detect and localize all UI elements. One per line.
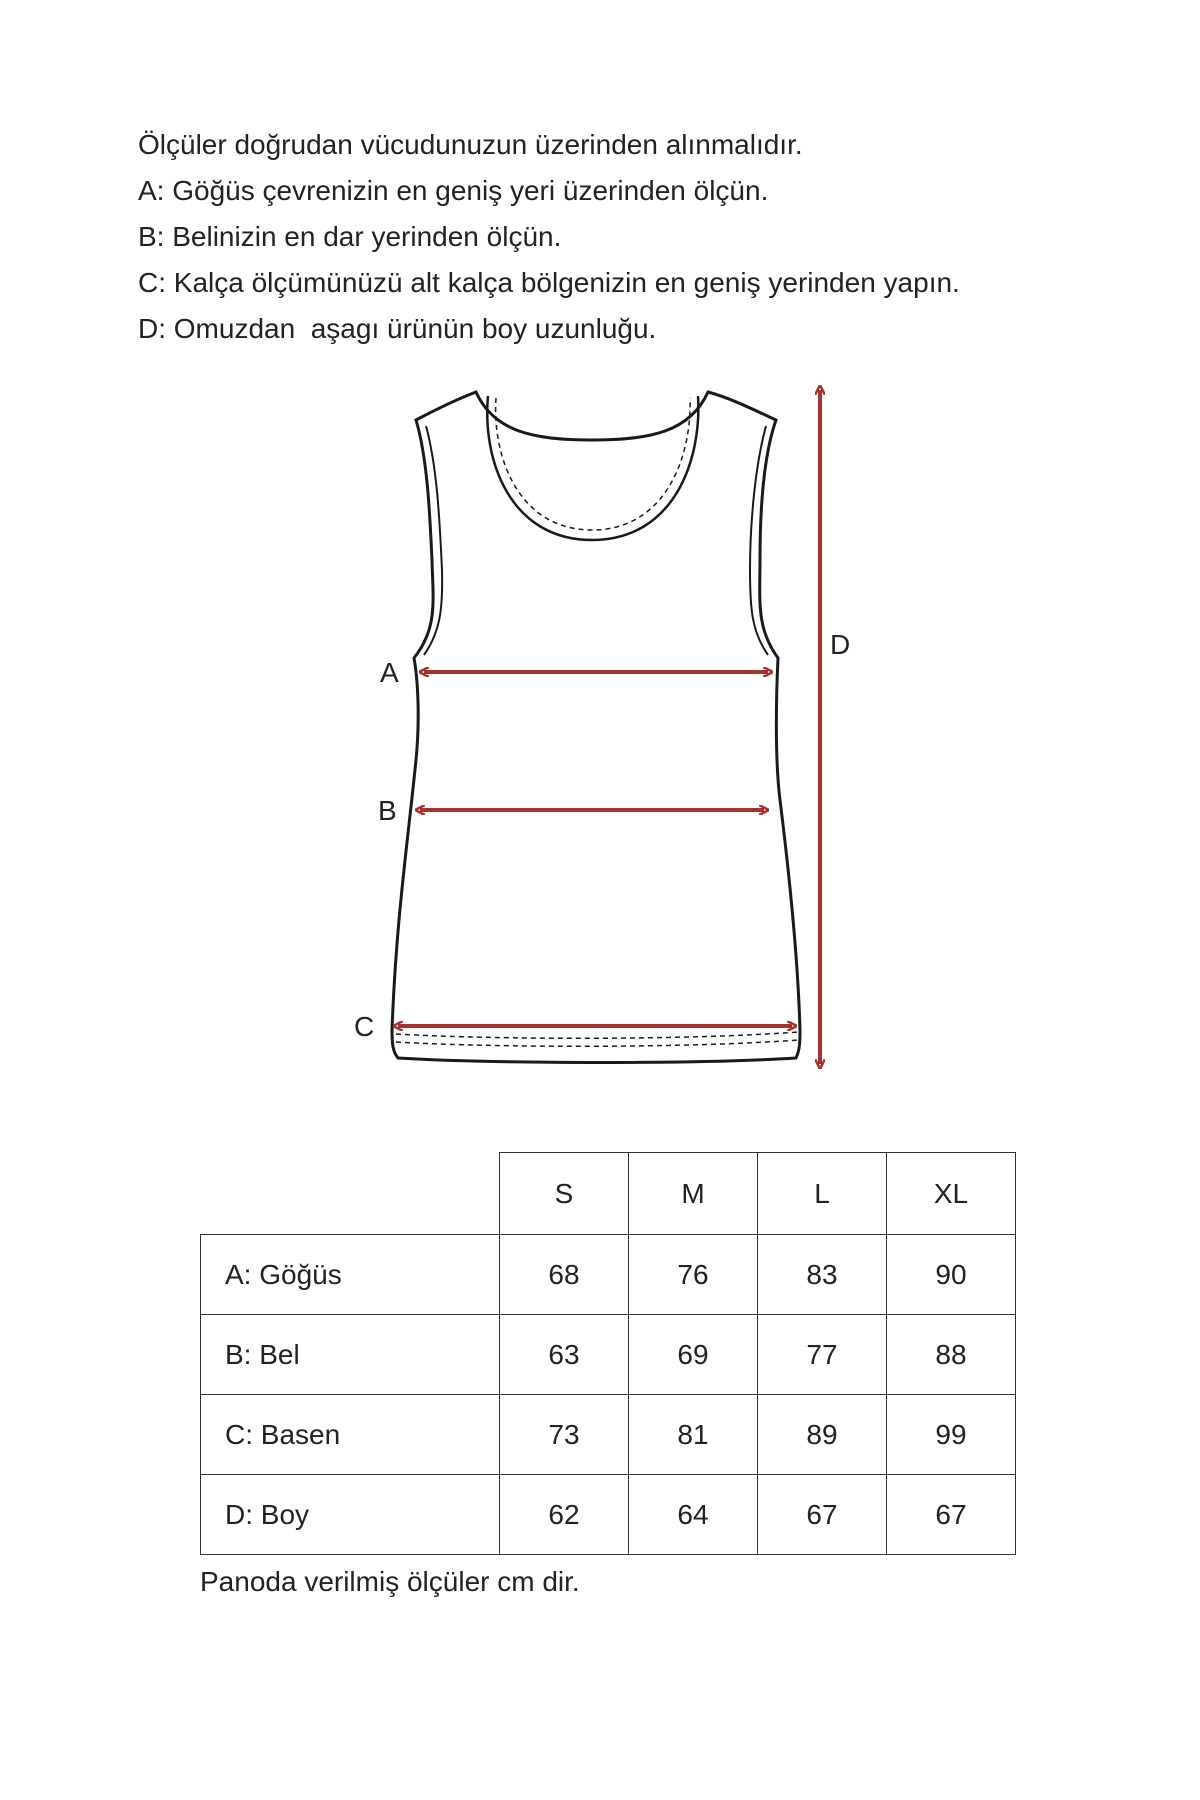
table-cell: 77 <box>758 1315 887 1395</box>
instruction-a: A: Göğüs çevrenizin en geniş yeri üzerinden ölçün. <box>138 175 769 206</box>
label-c: C <box>354 1011 375 1042</box>
instruction-intro: Ölçüler doğrudan vücudunuzun üzerinden alınmalıdır. <box>138 129 803 160</box>
table-cell: 63 <box>500 1315 629 1395</box>
table-cell: 83 <box>758 1235 887 1315</box>
row-label: D: Boy <box>201 1475 500 1555</box>
table-row <box>201 1315 1016 1395</box>
label-a: A <box>380 657 399 688</box>
size-header: S <box>500 1153 629 1235</box>
table-cell: 81 <box>629 1395 758 1475</box>
table-cell: 67 <box>758 1475 887 1555</box>
table-cell: 76 <box>629 1235 758 1315</box>
table-row <box>201 1395 1016 1475</box>
table-cell: 99 <box>887 1395 1016 1475</box>
label-d: D <box>830 629 851 660</box>
table-row <box>201 1475 1016 1555</box>
table-cell: 69 <box>629 1315 758 1395</box>
label-b: B <box>378 795 397 826</box>
measurement-arrows <box>398 390 820 1064</box>
table-corner <box>201 1153 500 1235</box>
row-label: B: Bel <box>201 1315 500 1395</box>
table-cell: 64 <box>629 1475 758 1555</box>
size-header: XL <box>887 1153 1016 1235</box>
instruction-c: C: Kalça ölçümünüzü alt kalça bölgenizin en geniş yerinden yapın. <box>138 267 960 298</box>
table-header-row <box>201 1153 1016 1235</box>
table-cell: 88 <box>887 1315 1016 1395</box>
row-label: C: Basen <box>201 1395 500 1475</box>
size-header: M <box>629 1153 758 1235</box>
size-table <box>200 1152 1016 1555</box>
table-row <box>201 1235 1016 1315</box>
table-cell: 89 <box>758 1395 887 1475</box>
table-cell: 67 <box>887 1475 1016 1555</box>
size-header: L <box>758 1153 887 1235</box>
table-cell: 73 <box>500 1395 629 1475</box>
tank-top-outline-icon <box>392 392 800 1063</box>
footnote: Panoda verilmiş ölçüler cm dir. <box>200 1566 580 1597</box>
table-cell: 62 <box>500 1475 629 1555</box>
table-cell: 90 <box>887 1235 1016 1315</box>
row-label: A: Göğüs <box>201 1235 500 1315</box>
table-cell: 68 <box>500 1235 629 1315</box>
instruction-d: D: Omuzdan aşagı ürünün boy uzunluğu. <box>138 313 657 344</box>
instruction-b: B: Belinizin en dar yerinden ölçün. <box>138 221 562 252</box>
